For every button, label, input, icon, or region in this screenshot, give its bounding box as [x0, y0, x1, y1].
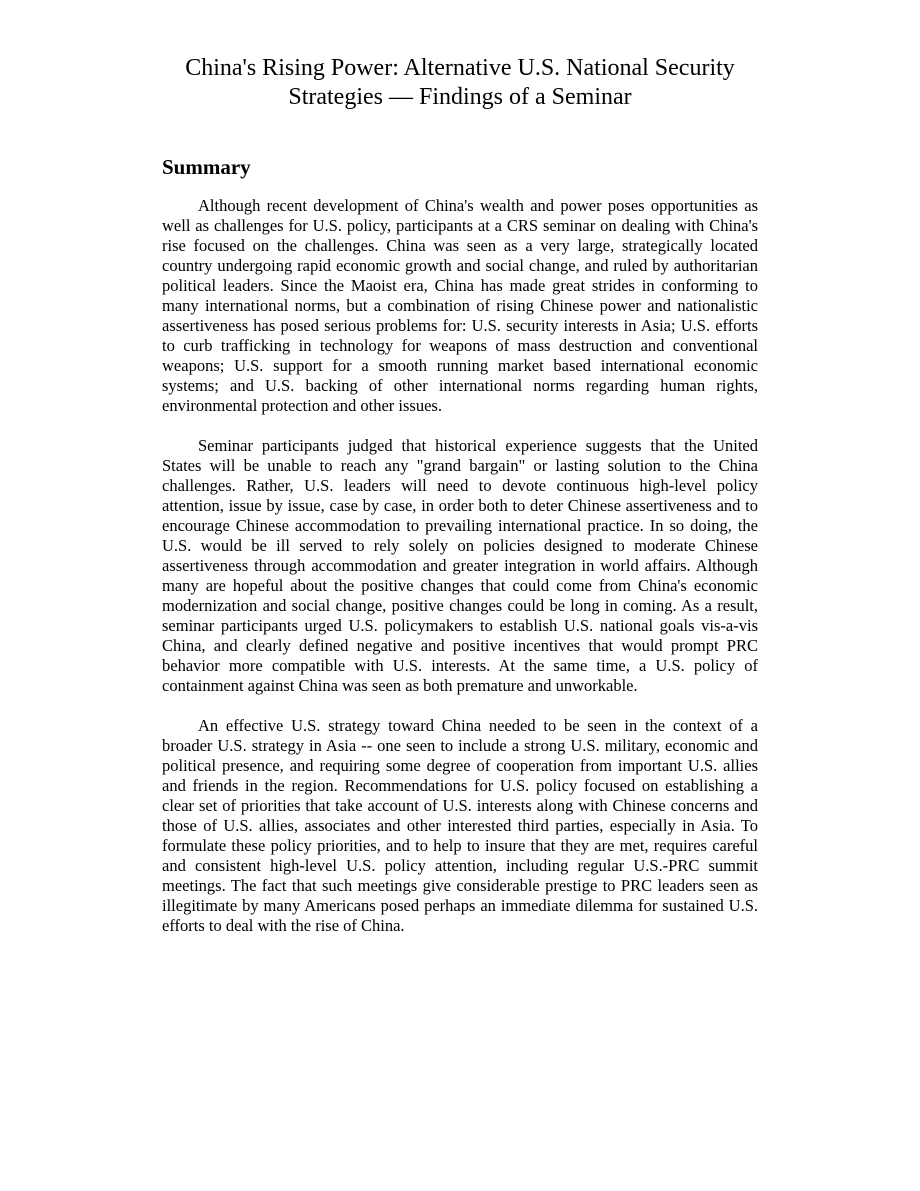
- summary-paragraph-3: An effective U.S. strategy toward China needed to be seen in the context of a broader U.S. strategy in Asia -- one seen to include a strong U.S. military, economic and political presence, and requiring some degree of cooperation from important U.S. allies and friends in the region. Recommendations for U.S. policy focused on establishing a clear set of priorities that take account of U.S. interests along with Chinese concerns and those of U.S. allies, associates and other interested third parties, especially in Asia. To formulate these policy priorities, and to help to insure that they are met, requires careful and consistent high-level U.S. policy attention, including regular U.S.-PRC summit meetings. The fact that such meetings give considerable prestige to PRC leaders seen as illegitimate by many Americans posed perhaps an immediate dilemma for sustained U.S. efforts to deal with the rise of China.: [162, 716, 758, 935]
- summary-paragraph-1: Although recent development of China's wealth and power poses opportunities as well as challenges for U.S. policy, participants at a CRS seminar on dealing with China's rise focused on the challenges. China was seen as a very large, strategically located country undergoing rapid economic growth and social change, and ruled by authoritarian political leaders. Since the Maoist era, China has made great strides in conforming to many international norms, but a combination of rising Chinese power and nationalistic assertiveness has posed serious problems for: U.S. security interests in Asia; U.S. efforts to curb trafficking in technology for weapons of mass destruction and conventional weapons; U.S. support for a smooth running market based international economic systems; and U.S. backing of other international norms regarding human rights, environmental protection and other issues.: [162, 196, 758, 415]
- document-title: China's Rising Power: Alternative U.S. National Security Strategies — Findings of a Seminar: [185, 55, 735, 110]
- summary-paragraph-2: Seminar participants judged that historical experience suggests that the United States will be unable to reach any "grand bargain" or lasting solution to the China challenges. Rather, U.S. leaders will need to devote continuous high-level policy attention, issue by issue, case by case, in order both to deter Chinese assertiveness and to encourage Chinese accommodation to prevailing international practice. In so doing, the U.S. would be ill served to rely solely on policies designed to moderate Chinese assertiveness through accommodation and greater integration in world affairs. Although many are hopeful about the positive changes that could come from China's economic modernization and social change, positive changes could be long in coming. As a result, seminar participants urged U.S. policymakers to establish U.S. national goals vis-a-vis China, and clearly defined negative and positive incentives that would prompt PRC behavior more compatible with U.S. interests. At the same time, a U.S. policy of containment against China was seen as both premature and unworkable.: [162, 436, 758, 695]
- summary-heading: Summary: [162, 155, 251, 179]
- document-page: [162, 54, 758, 936]
